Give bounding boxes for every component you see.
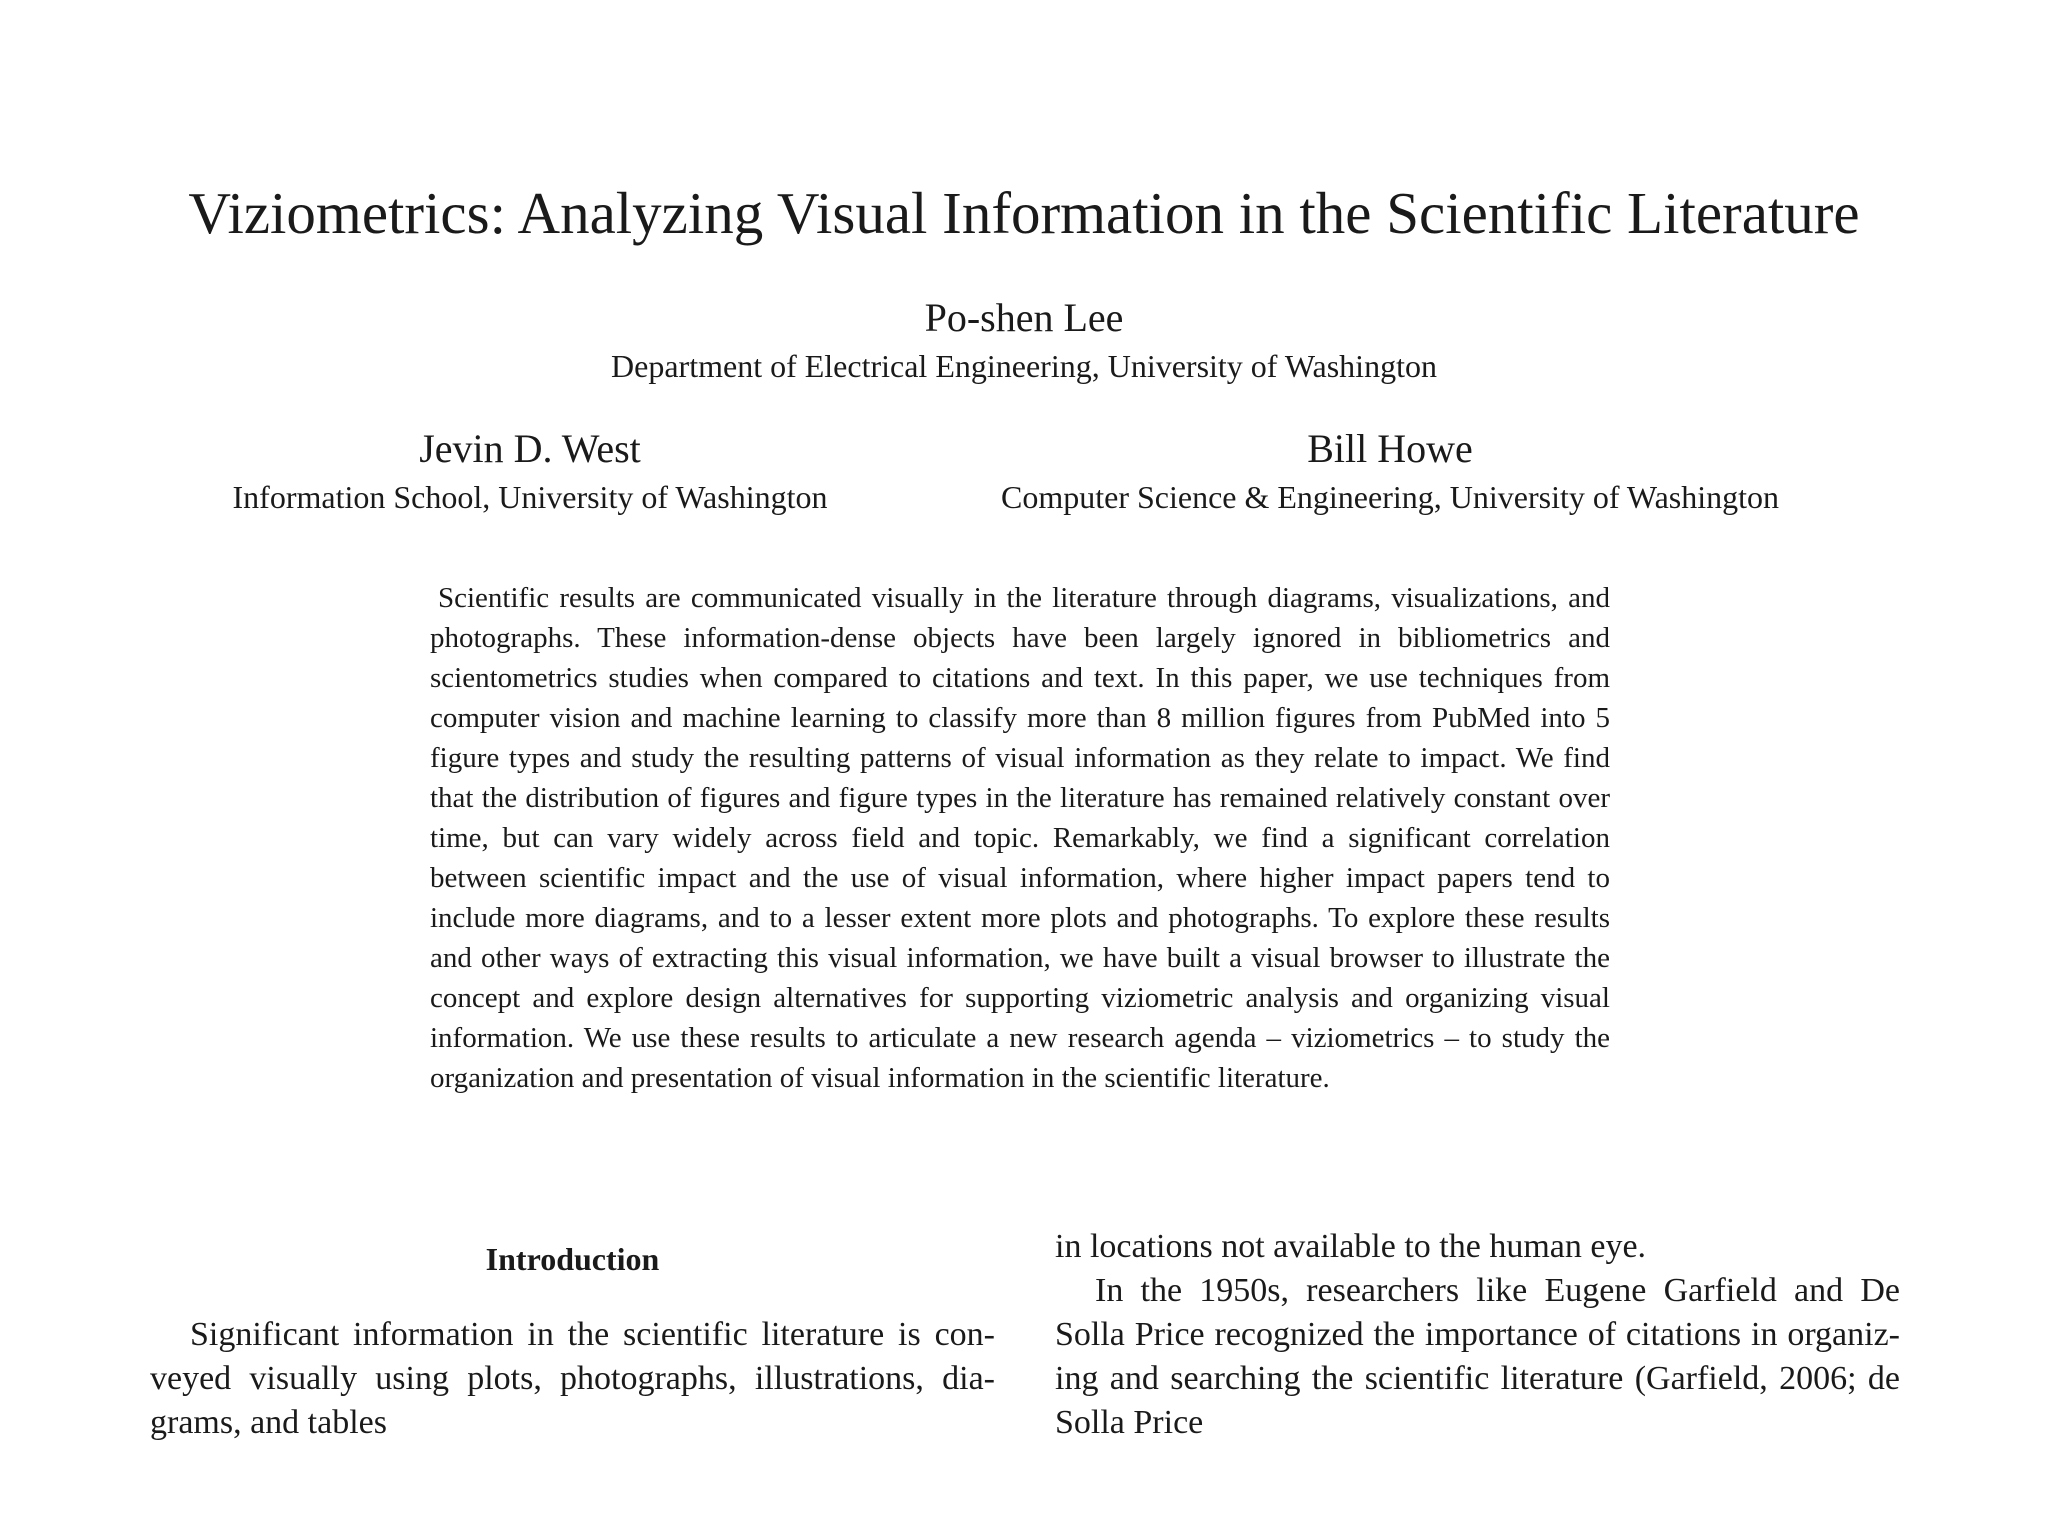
abstract	[430, 578, 1610, 1098]
left-column	[150, 1225, 995, 1441]
abstract-text: Scientific results are communicated visually in the literature through diagrams, visualizations, and photographs. These information-dense objects have been largely ignored in bibliometrics and scientometrics studies when compared to citations and text. In this paper, we use techniques from computer vision and machine learning to classify more than 8 million figures from PubMed into 5 figure types and study the resulting patterns of visual information as they relate to impact. We find that the distribution of figures and figure types in the literature has remained relatively constant over time, but can vary widely across field and topic. Remarkably, we find a significant correlation between scientific impact and the use of visual information, where higher impact papers tend to include more diagrams, and to a lesser extent more plots and photographs. To explore these results and other ways of extracting this visual information, we have built a visual browser to illustrate the concept and explore design alternatives for supporting viziometric analysis and organizing visual information. We use these results to articulate a new research agenda – viziometrics – to study the organization and presentation of visual information in the scientific literature.	[430, 582, 1610, 1094]
author-affiliation: Department of Electrical Engineering, University of Washington	[611, 348, 1437, 384]
intro-paragraph: Significant information in the scientific literature is conveyed visually using plots, photographs, illustrations, diagrams, and tables	[150, 1316, 995, 1441]
author-block-bill-howe	[920, 425, 1860, 517]
author-name: Po-shen Lee	[924, 295, 1124, 340]
history-paragraph: In the 1950s, researchers like Eugene Garfield and De Solla Price recognized the importance of citations in organizing and searching the scientific literature (Garfield, 2006; de Solla Price	[1055, 1272, 1900, 1441]
continuation-paragraph: in locations not available to the human eye.	[1055, 1228, 1647, 1265]
author-block-po-shen-lee	[0, 294, 2048, 386]
author-block-jevin-west	[150, 425, 910, 517]
author-affiliation: Information School, University of Washington	[232, 479, 828, 515]
paper-title: Viziometrics: Analyzing Visual Information in the Scientific Literature	[188, 180, 1860, 246]
author-name: Jevin D. West	[419, 426, 641, 471]
author-affiliation: Computer Science & Engineering, University of Washington	[1000, 479, 1779, 515]
author-name: Bill Howe	[1307, 426, 1473, 471]
right-column	[1055, 1225, 1900, 1441]
section-heading-introduction: Introduction	[485, 1241, 660, 1277]
